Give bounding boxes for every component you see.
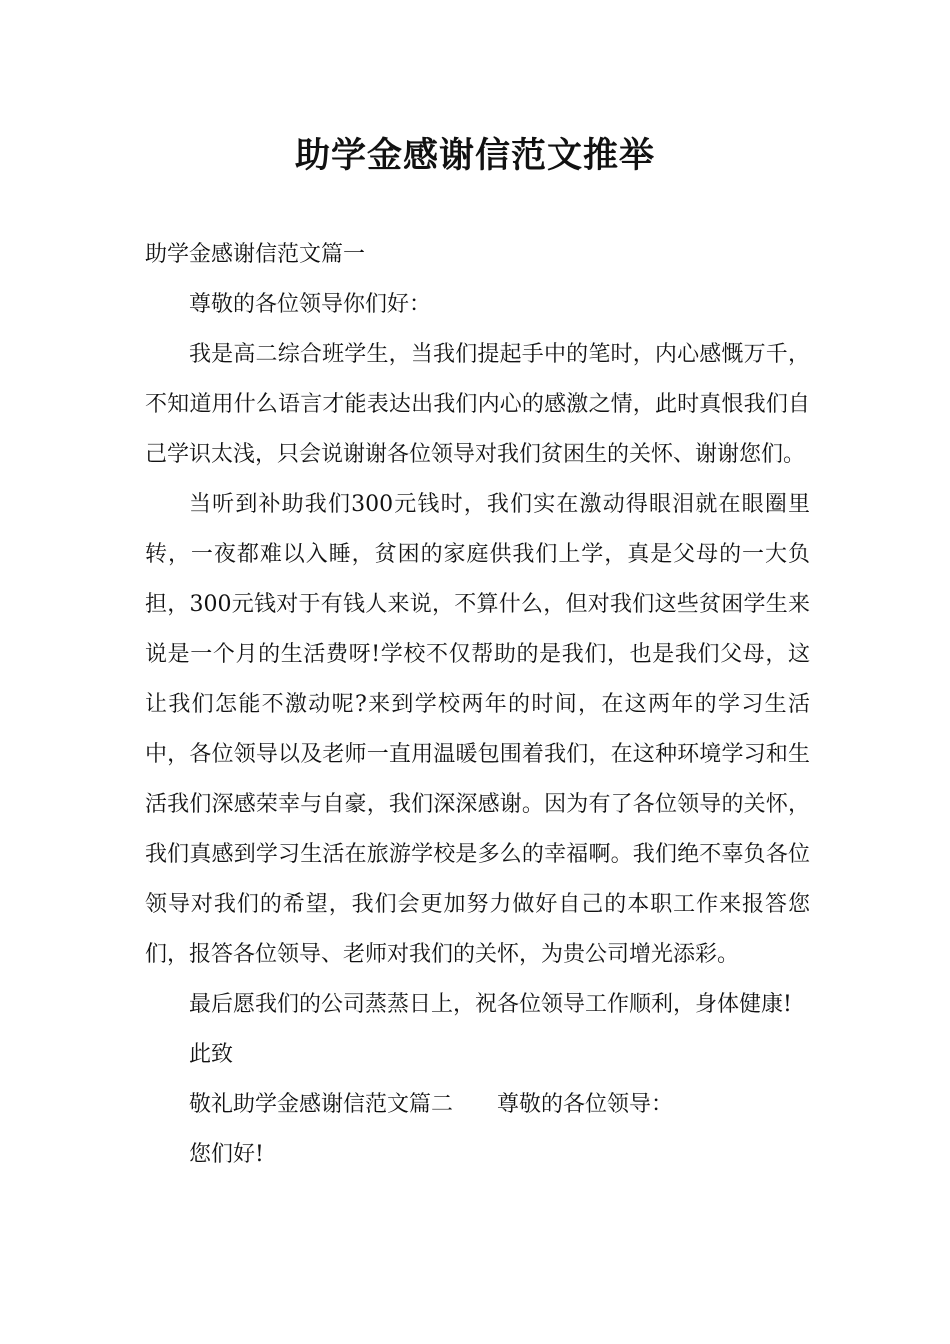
section-heading: 助学金感谢信范文篇一 [145, 242, 366, 267]
closing-and-next-heading: 敬礼助学金感谢信范文篇二 尊敬的各位领导： [189, 1092, 674, 1117]
closing-phrase: 此致 [189, 1042, 234, 1067]
document-title: 助学金感谢信范文推举 [294, 136, 655, 176]
paragraph: 最后愿我们的公司蒸蒸日上，祝各位领导工作顺利，身体健康! [189, 992, 792, 1017]
paragraph: 当听到补助我们300元钱时，我们实在激动得眼泪就在眼圈里转，一夜都难以入睡，贫困的家庭供我们上学，真是父母的一大负担，300元钱对于有钱人来说，不算什么，但对我们这些贫困学生来说是一个月的生活费呀!学校不仅帮助的是我们，也是我们父母，这让我们怎能不激动呢?来到学校两年的时间，在这两年的学习生活中，各位领导以及老师一直用温暖包围着我们，在这种环境学习和生活我们深感荣幸与自豪，我们深深感谢。因为有了各位领导的关怀，我们真感到学习生活在旅游学校是多么的幸福啊。我们绝不辜负各位领导对我们的希望，我们会更加努力做好自己的本职工作来报答您们，报答各位领导、老师对我们的关怀，为贵公司增光添彩。 [145, 492, 810, 967]
paragraph: 我是高二综合班学生，当我们提起手中的笔时，内心感慨万千，不知道用什么语言才能表达出我们内心的感激之情，此时真恨我们自己学识太浅，只会说谢谢各位领导对我们贫困生的关怀、谢谢您们。 [145, 342, 810, 467]
salutation: 尊敬的各位领导你们好： [189, 292, 432, 317]
document-body [145, 230, 810, 1180]
greeting: 您们好! [189, 1142, 264, 1167]
